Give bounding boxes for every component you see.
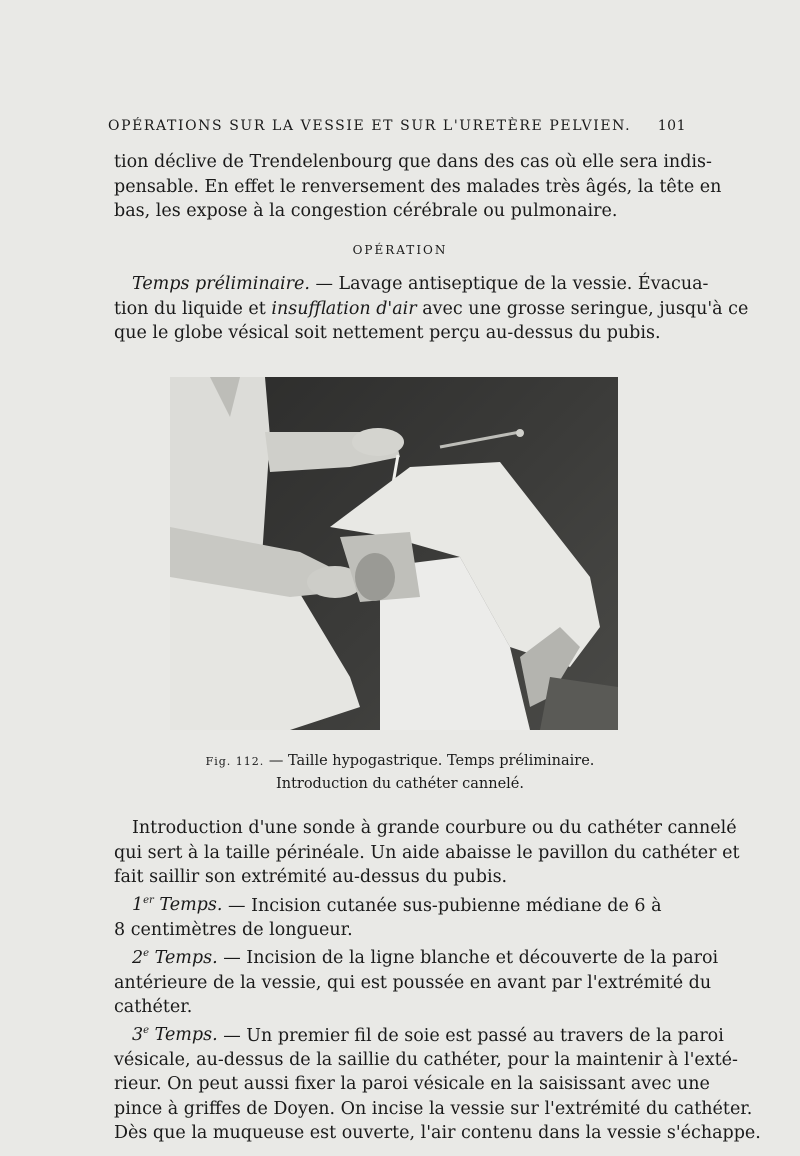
text-line: que le globe vésical soit nettement perçu au-dessus du pubis. xyxy=(114,323,661,343)
text-line: pince à griffes de Doyen. On incise la vessie sur l'extrémité du cathéter. xyxy=(114,1098,753,1119)
text-line: rieur. On peut aussi fixer la paroi vésicale en la saisissant avec une xyxy=(114,1074,710,1095)
text-line: cathéter. xyxy=(114,997,193,1018)
running-head-title: OPÉRATIONS SUR LA VESSIE ET SUR L'URETÈRE PELVIEN. xyxy=(108,118,632,134)
preliminary-paragraph xyxy=(114,272,749,346)
intro-paragraph xyxy=(114,150,722,224)
text-line: 8 centimètres de longueur. xyxy=(114,919,353,940)
figure-photograph xyxy=(170,377,618,730)
text-line: Introduction d'une sonde à grande courbure ou du cathéter cannelé xyxy=(132,818,737,838)
text-line: 3e Temps. — Un premier fil de soie est passé au travers de la paroi xyxy=(132,1025,724,1046)
text-line: tion du liquide et insufflation d'air avec une grosse seringue, jusqu'à ce xyxy=(114,298,749,319)
text-line: fait saillir son extrémité au-dessus du pubis. xyxy=(114,867,508,887)
text-line: qui sert à la taille périnéale. Un aide abaisse le pavillon du cathéter et xyxy=(114,842,740,863)
section-title: OPÉRATION xyxy=(352,243,448,257)
text-line: Dès que la muqueuse est ouverte, l'air contenu dans la vessie s'échappe. xyxy=(114,1123,761,1144)
text-line: Temps préliminaire. — Lavage antiseptique de la vessie. Évacua- xyxy=(132,274,709,294)
surgery-photo-illustration xyxy=(170,377,618,730)
running-head xyxy=(108,118,686,134)
page-number: 101 xyxy=(657,118,686,134)
text-line: antérieure de la vessie, qui est poussée en avant par l'extrémité du xyxy=(114,972,712,993)
body-text xyxy=(114,816,761,1146)
figure-label: Fig. 112. xyxy=(205,755,265,768)
caption-line-1: Fig. 112. — Taille hypogastrique. Temps préliminaire. xyxy=(205,753,595,769)
text-line: 2e Temps. — Incision de la ligne blanche et découverte de la paroi xyxy=(132,948,719,969)
preliminary-label: Temps préliminaire. xyxy=(132,274,310,294)
text-line: bas, les expose à la congestion cérébrale ou pulmonaire. xyxy=(114,201,618,221)
text-line: 1er Temps. — Incision cutanée sus-pubienne médiane de 6 à xyxy=(132,895,662,916)
text-line: vésicale, au-dessus de la saillie du cathéter, pour la maintenir à l'exté- xyxy=(114,1049,738,1070)
caption-line-2: Introduction du cathéter cannelé. xyxy=(276,776,524,792)
text-line: tion déclive de Trendelenbourg que dans des cas où elle sera indis- xyxy=(114,152,712,172)
text-line: pensable. En effet le renversement des malades très âgés, la tête en xyxy=(114,176,722,197)
figure-caption xyxy=(114,750,686,795)
